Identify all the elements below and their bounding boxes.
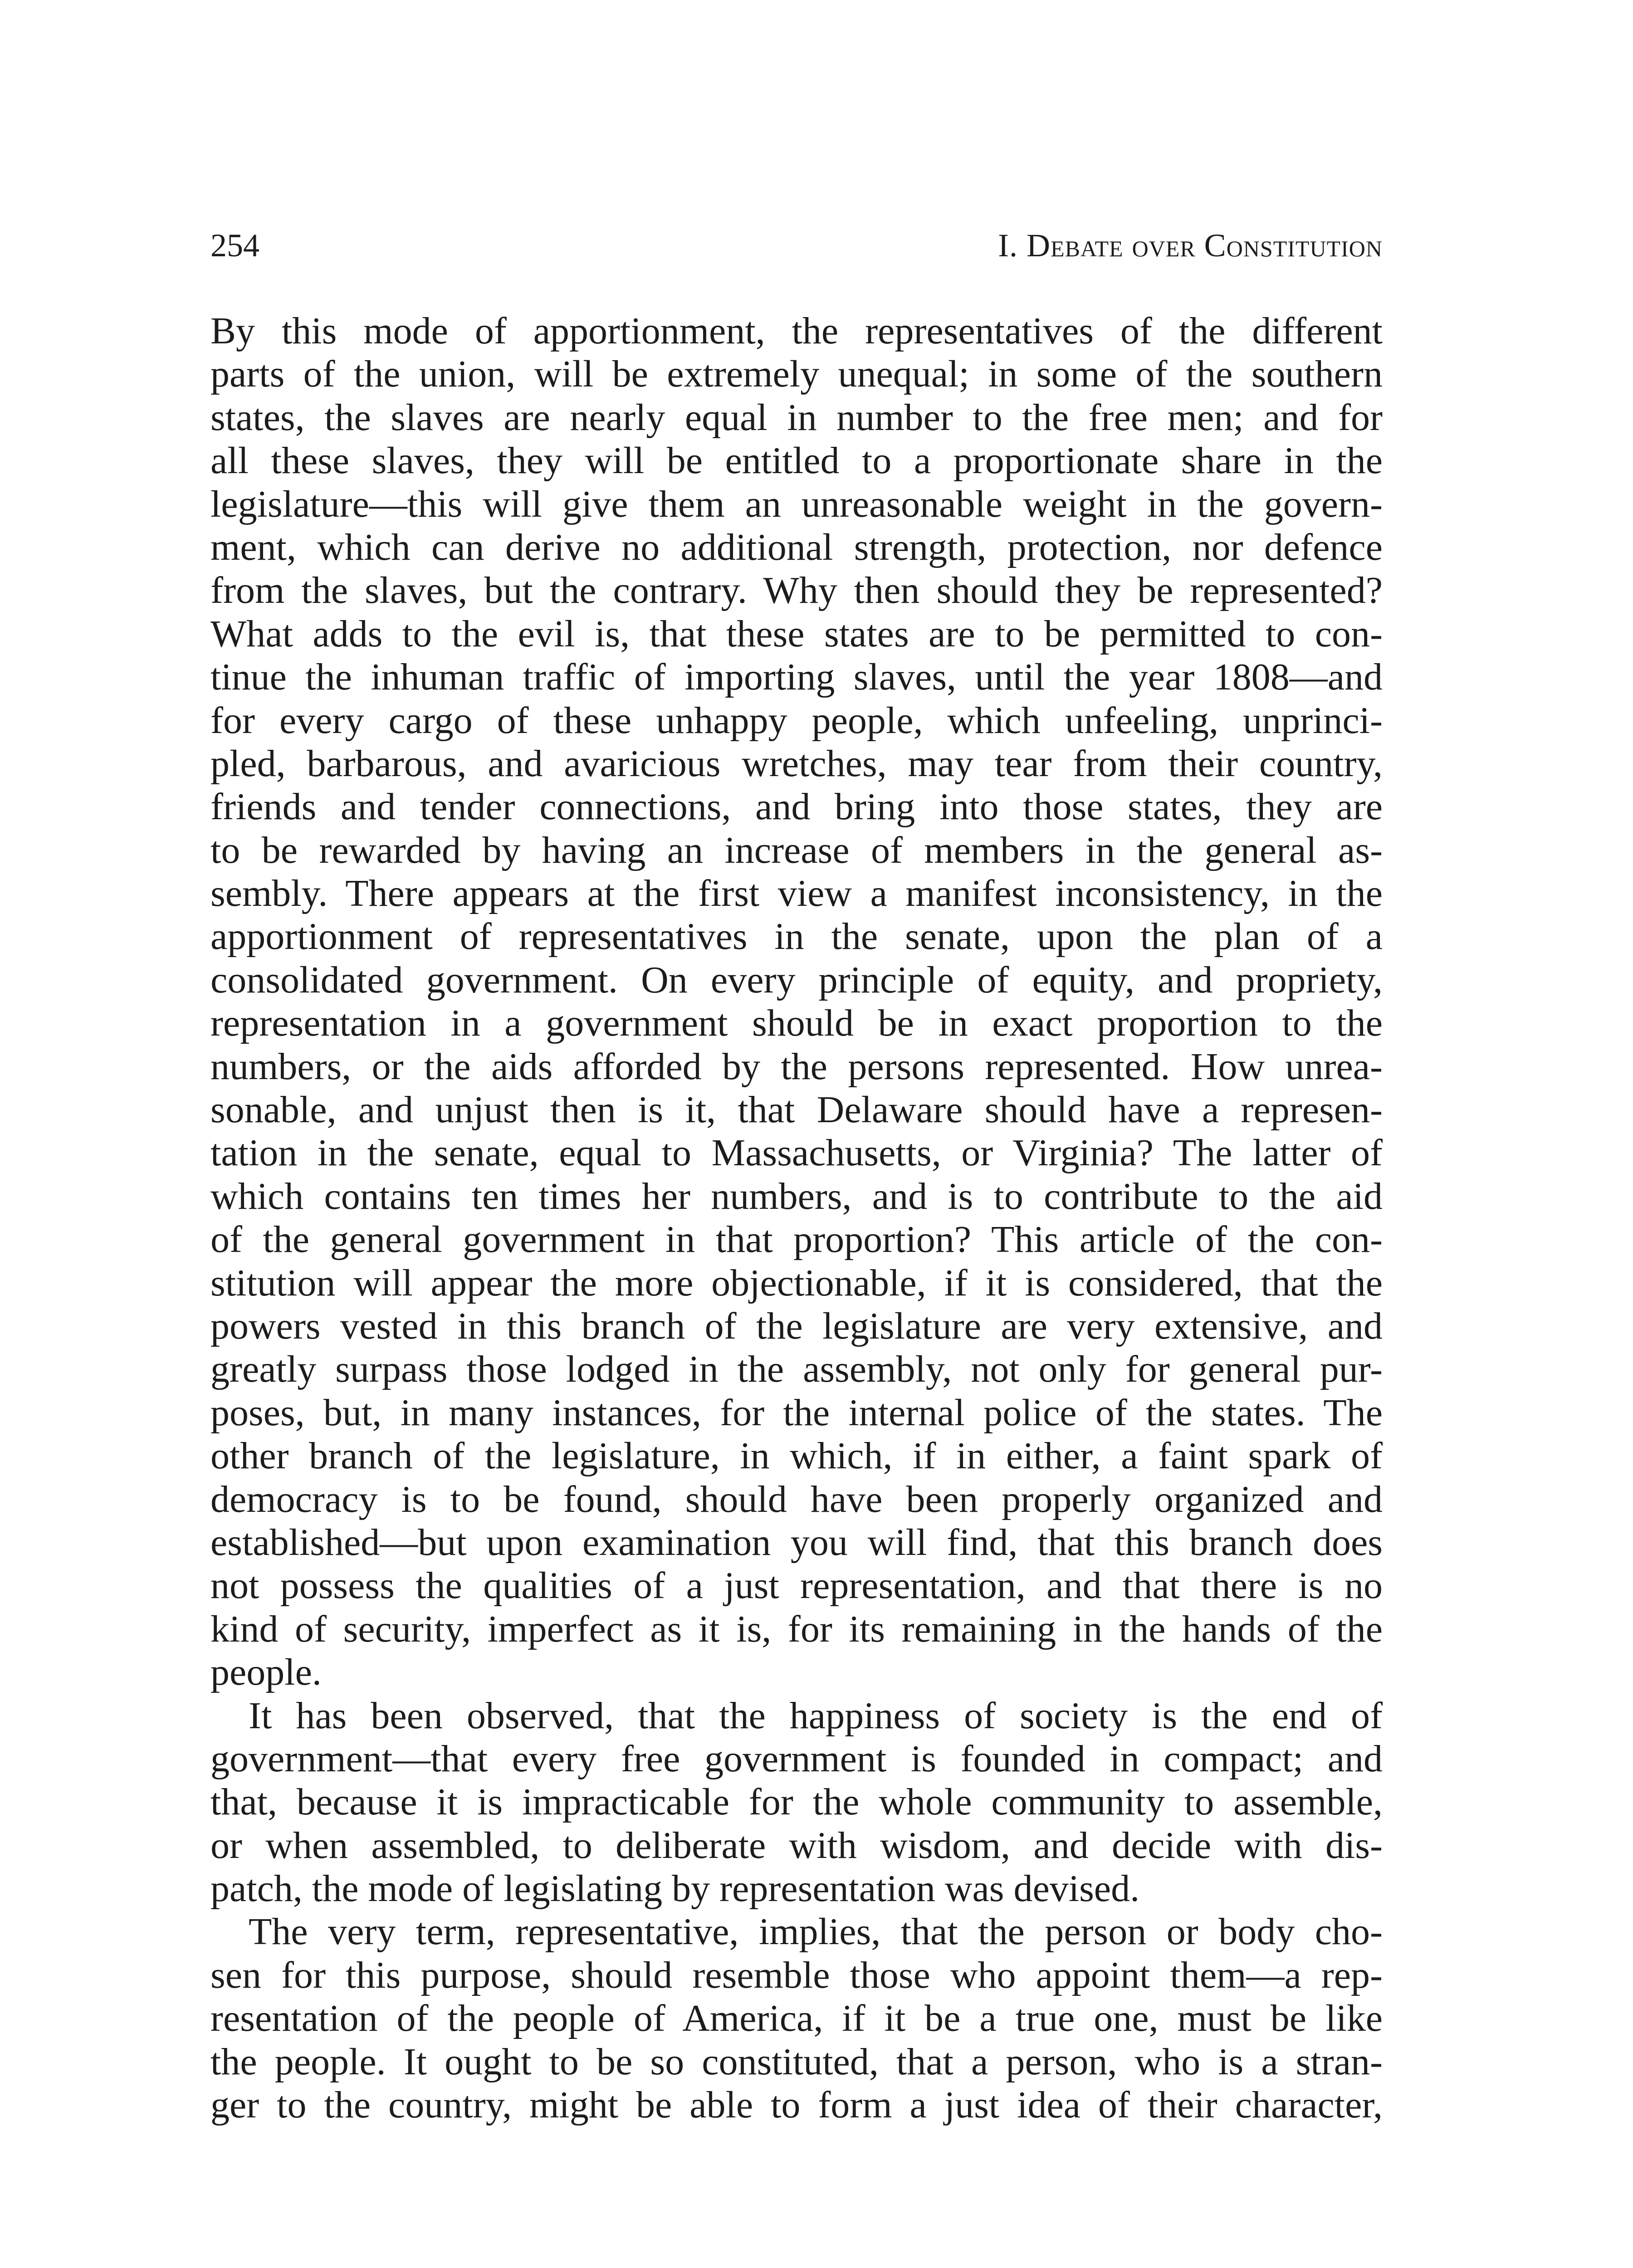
running-head-title: I. Debate over Constitution — [998, 227, 1383, 264]
text-line: poses, but, in many instances, for the internal police of the states. The — [210, 1391, 1383, 1434]
text-line: kind of security, imperfect as it is, for its remaining in the hands of the — [210, 1608, 1383, 1650]
text-line: numbers, or the aids afforded by the persons represented. How unrea- — [210, 1045, 1383, 1088]
text-line: powers vested in this branch of the legislature are very extensive, and — [210, 1305, 1383, 1347]
text-line: stitution will appear the more objectionable, if it is considered, that the — [210, 1261, 1383, 1304]
text-line: states, the slaves are nearly equal in number to the free men; and for — [210, 396, 1383, 439]
text-line: pled, barbarous, and avaricious wretches, may tear from their country, — [210, 742, 1383, 785]
text-line: consolidated government. On every principle of equity, and propriety, — [210, 958, 1383, 1001]
text-line: tation in the senate, equal to Massachusetts, or Virginia? The latter of — [210, 1132, 1383, 1174]
text-line: which contains ten times her numbers, and is to contribute to the aid — [210, 1175, 1383, 1217]
text-line: the people. It ought to be so constituted, that a person, who is a stran- — [210, 2040, 1383, 2083]
text-line: not possess the qualities of a just representation, and that there is no — [210, 1564, 1383, 1607]
page-number: 254 — [210, 227, 259, 264]
text-line: apportionment of representatives in the senate, upon the plan of a — [210, 915, 1383, 958]
text-line: established—but upon examination you will find, that this branch does — [210, 1521, 1383, 1564]
text-line: greatly surpass those lodged in the assembly, not only for general pur- — [210, 1348, 1383, 1391]
text-line: for every cargo of these unhappy people, which unfeeling, unprinci- — [210, 699, 1383, 742]
text-line: other branch of the legislature, in which, if in either, a faint spark of — [210, 1435, 1383, 1477]
text-line: patch, the mode of legislating by representation was devised. — [210, 1867, 1140, 1910]
text-line: friends and tender connections, and bring into those states, they are — [210, 786, 1383, 828]
text-line: resentation of the people of America, if it be a true one, must be like — [210, 1997, 1383, 2040]
text-line: It has been observed, that the happiness of society is the end of — [249, 1694, 1383, 1737]
text-line: or when assembled, to deliberate with wisdom, and decide with dis- — [210, 1824, 1383, 1867]
text-line: parts of the union, will be extremely unequal; in some of the southern — [210, 353, 1383, 396]
text-line: legislature—this will give them an unreasonable weight in the govern- — [210, 483, 1383, 525]
text-line: representation in a government should be in exact proportion to the — [210, 1002, 1383, 1045]
running-head — [210, 220, 1383, 270]
text-line: all these slaves, they will be entitled to a proportionate share in the — [210, 440, 1383, 482]
text-line: ment, which can derive no additional strength, protection, nor defence — [210, 526, 1383, 568]
text-line: sen for this purpose, should resemble those who appoint them—a rep- — [210, 1954, 1383, 1996]
body-text — [210, 309, 1383, 2126]
text-line: democracy is to be found, should have been properly organized and — [210, 1478, 1383, 1520]
text-line: sonable, and unjust then is it, that Delaware should have a represen- — [210, 1089, 1383, 1131]
text-line: ger to the country, might be able to form a just idea of their character, — [210, 2084, 1383, 2126]
text-line: tinue the inhuman traffic of importing slaves, until the year 1808—and — [210, 656, 1383, 699]
text-line: from the slaves, but the contrary. Why then should they be represented? — [210, 569, 1383, 612]
text-line: to be rewarded by having an increase of members in the general as- — [210, 829, 1383, 871]
text-line: people. — [210, 1651, 322, 1694]
text-line: The very term, representative, implies, that the person or body cho- — [249, 1911, 1383, 1953]
text-line: What adds to the evil is, that these states are to be permitted to con- — [210, 612, 1383, 655]
text-line: that, because it is impracticable for the whole community to assemble, — [210, 1781, 1383, 1823]
text-line: of the general government in that proportion? This article of the con- — [210, 1218, 1383, 1261]
text-line: sembly. There appears at the first view a manifest inconsistency, in the — [210, 872, 1383, 915]
text-line: By this mode of apportionment, the representatives of the different — [210, 310, 1383, 352]
text-line: government—that every free government is founded in compact; and — [210, 1737, 1383, 1780]
